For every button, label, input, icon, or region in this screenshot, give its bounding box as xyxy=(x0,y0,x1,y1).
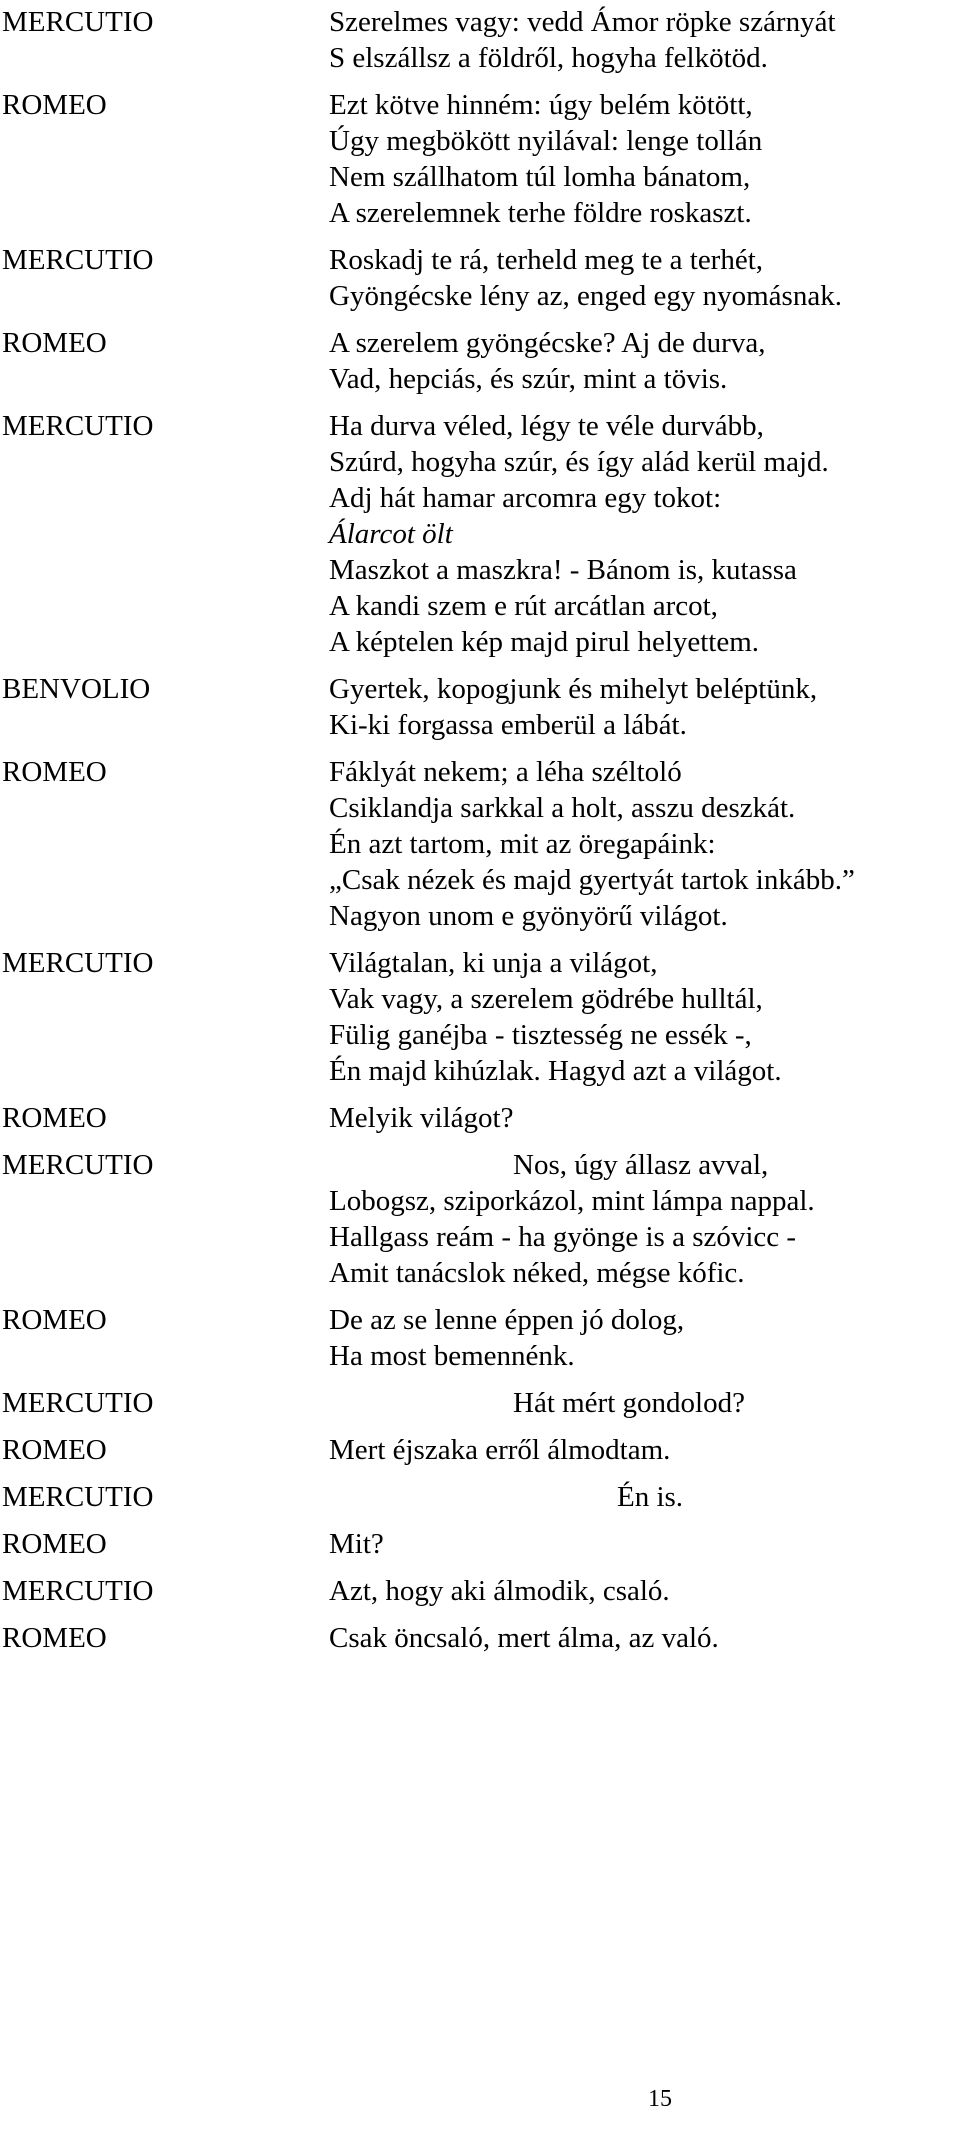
speech-block xyxy=(0,1385,960,1421)
speaker-name: MERCUTIO xyxy=(2,947,154,979)
verse-line: Én majd kihúzlak. Hagyd azt a világot. xyxy=(329,1055,782,1087)
verse-line: Amit tanácslok néked, mégse kófic. xyxy=(329,1257,745,1289)
verse-line: Mert éjszaka erről álmodtam. xyxy=(329,1434,671,1466)
speaker-name: ROMEO xyxy=(2,1622,107,1654)
speech-lines xyxy=(329,1526,960,1562)
verse-line: A kandi szem e rút arcátlan arcot, xyxy=(329,590,718,622)
speech-lines xyxy=(329,1302,960,1374)
verse-line: A szerelem gyöngécske? Aj de durva, xyxy=(329,327,766,359)
verse-line: Ki-ki forgassa emberül a lábát. xyxy=(329,709,687,741)
speech-block xyxy=(0,408,960,660)
speech-block xyxy=(0,671,960,743)
speech-block xyxy=(0,1526,960,1562)
verse-line: Csak öncsaló, mert álma, az való. xyxy=(329,1622,719,1654)
verse-line: A szerelemnek terhe földre roskaszt. xyxy=(329,197,752,229)
verse-line: A képtelen kép majd pirul helyettem. xyxy=(329,626,760,658)
verse-line: Világtalan, ki unja a világot, xyxy=(329,947,658,979)
speech-block xyxy=(0,754,960,934)
speech-lines xyxy=(329,408,960,660)
verse-line: Én is. xyxy=(617,1481,684,1513)
verse-line: Csiklandja sarkkal a holt, asszu deszkát. xyxy=(329,792,796,824)
speech-lines xyxy=(329,87,960,231)
verse-line: Ha most bemennénk. xyxy=(329,1340,575,1372)
speech-lines xyxy=(329,754,960,934)
verse-line: Maszkot a maszkra! - Bánom is, kutassa xyxy=(329,554,797,586)
verse-line: Vak vagy, a szerelem gödrébe hulltál, xyxy=(329,983,763,1015)
verse-line: Nem szállhatom túl lomha bánatom, xyxy=(329,161,751,193)
verse-line: Vad, hepciás, és szúr, mint a tövis. xyxy=(329,363,728,395)
speech-lines xyxy=(329,1385,960,1421)
verse-line: De az se lenne éppen jó dolog, xyxy=(329,1304,685,1336)
verse-line: Melyik világot? xyxy=(329,1102,514,1134)
speech-lines xyxy=(329,1100,960,1136)
speech-lines xyxy=(329,325,960,397)
speaker-name: MERCUTIO xyxy=(2,6,154,38)
verse-line: Szúrd, hogyha szúr, és így alád kerül majd. xyxy=(329,446,829,478)
speech-block xyxy=(0,945,960,1089)
speaker-name: ROMEO xyxy=(2,327,107,359)
verse-line: Ha durva véled, légy te véle durvább, xyxy=(329,410,764,442)
speech-lines xyxy=(329,1620,960,1656)
speech-block xyxy=(0,1479,960,1515)
verse-line: Fáklyát nekem; a léha széltoló xyxy=(329,756,682,788)
speech-block xyxy=(0,1432,960,1468)
verse-line: Roskadj te rá, terheld meg te a terhét, xyxy=(329,244,764,276)
speaker-name: ROMEO xyxy=(2,1528,107,1560)
speech-block xyxy=(0,1620,960,1656)
speaker-name: ROMEO xyxy=(2,1434,107,1466)
speech-block xyxy=(0,1100,960,1136)
speech-block xyxy=(0,242,960,314)
speech-lines xyxy=(329,1432,960,1468)
speech-block xyxy=(0,325,960,397)
verse-line: Nagyon unom e gyönyörű világot. xyxy=(329,900,728,932)
verse-line: „Csak nézek és majd gyertyát tartok inkább.” xyxy=(329,864,855,896)
speech-lines xyxy=(329,1573,960,1609)
verse-line: Azt, hogy aki álmodik, csaló. xyxy=(329,1575,670,1607)
verse-line: Úgy megbökött nyilával: lenge tollán xyxy=(329,125,763,157)
speaker-name: ROMEO xyxy=(2,756,107,788)
verse-line: Nos, úgy állasz avval, xyxy=(513,1149,769,1181)
speaker-name: MERCUTIO xyxy=(2,1149,154,1181)
speaker-name: ROMEO xyxy=(2,89,107,121)
speech-lines xyxy=(329,1479,960,1515)
verse-line: Gyöngécske lény az, enged egy nyomásnak. xyxy=(329,280,842,312)
verse-line: Mit? xyxy=(329,1528,384,1560)
speaker-name: ROMEO xyxy=(2,1304,107,1336)
verse-line: Lobogsz, sziporkázol, mint lámpa nappal. xyxy=(329,1185,815,1217)
speech-block xyxy=(0,1573,960,1609)
speaker-name: MERCUTIO xyxy=(2,1481,154,1513)
verse-line: Hallgass reám - ha gyönge is a szóvicc - xyxy=(329,1221,797,1253)
verse-line: Hát mért gondolod? xyxy=(513,1387,745,1419)
speech-block xyxy=(0,4,960,76)
verse-line: S elszállsz a földről, hogyha felkötöd. xyxy=(329,42,768,74)
speaker-name: MERCUTIO xyxy=(2,1575,154,1607)
speech-lines xyxy=(329,671,960,743)
speech-lines xyxy=(329,1147,960,1291)
verse-line: Adj hát hamar arcomra egy tokot: xyxy=(329,482,722,514)
verse-line: Fülig ganéjba - tisztesség ne essék -, xyxy=(329,1019,752,1051)
speech-lines xyxy=(329,242,960,314)
speaker-name: BENVOLIO xyxy=(2,673,151,705)
speaker-name: ROMEO xyxy=(2,1102,107,1134)
speech-lines xyxy=(329,945,960,1089)
verse-line: Én azt tartom, mit az öregapáink: xyxy=(329,828,716,860)
speech-block xyxy=(0,1302,960,1374)
stage-direction: Álarcot ölt xyxy=(329,518,453,550)
speech-block xyxy=(0,87,960,231)
speaker-name: MERCUTIO xyxy=(2,1387,154,1419)
verse-line: Ezt kötve hinném: úgy belém kötött, xyxy=(329,89,753,121)
speech-lines xyxy=(329,4,960,76)
speech-block xyxy=(0,1147,960,1291)
speaker-name: MERCUTIO xyxy=(2,410,154,442)
page-number: 15 xyxy=(648,2086,672,2112)
verse-line: Szerelmes vagy: vedd Ámor röpke szárnyát xyxy=(329,6,836,38)
verse-line: Gyertek, kopogjunk és mihelyt beléptünk, xyxy=(329,673,818,705)
speaker-name: MERCUTIO xyxy=(2,244,154,276)
play-script xyxy=(0,4,960,1667)
